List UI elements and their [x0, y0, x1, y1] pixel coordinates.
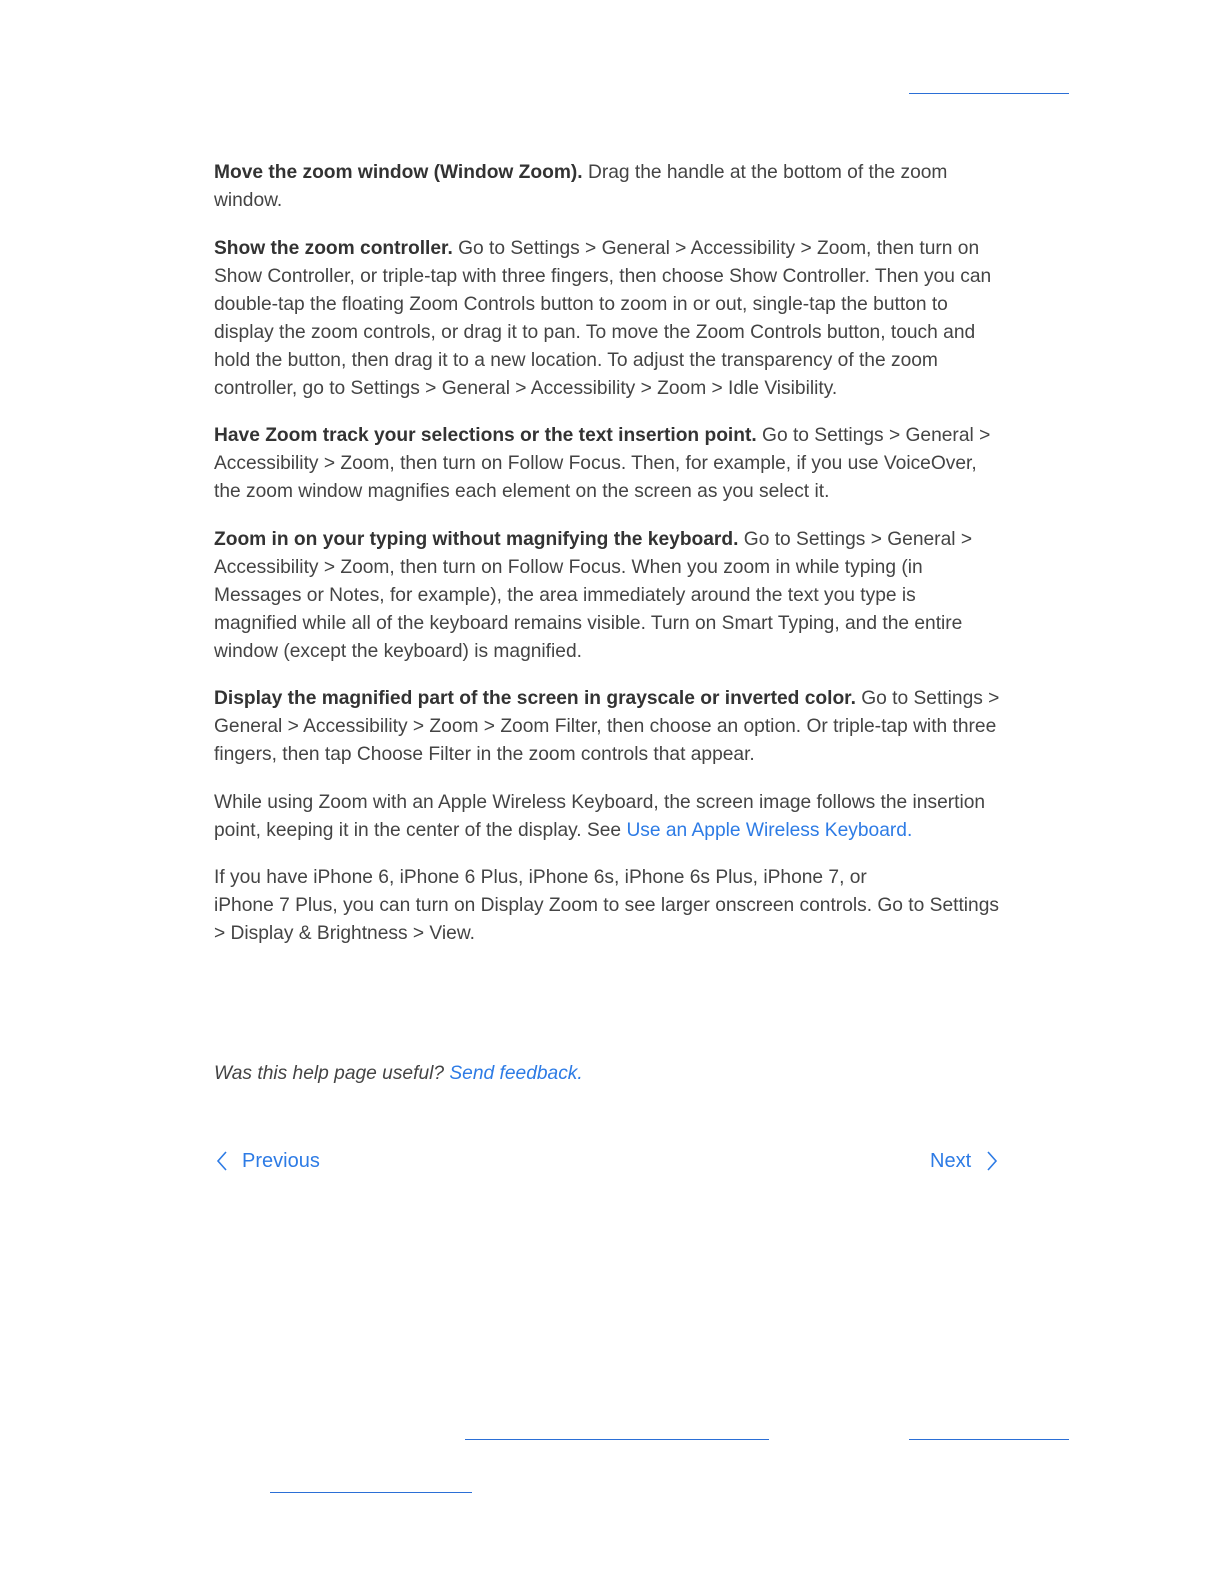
paragraph-wireless-keyboard — [214, 789, 1004, 845]
paragraph-move-zoom-window — [214, 159, 1004, 215]
feedback-question: Was this help page useful? — [214, 1063, 450, 1084]
previous-label: Previous — [242, 1150, 320, 1172]
paragraph-heading: Have Zoom track your selections or the text insertion point. — [214, 425, 757, 446]
paragraph-text-line1: If you have iPhone 6, iPhone 6 Plus, iPhone 6s, iPhone 6s Plus, iPhone 7, or — [214, 867, 867, 888]
bottom-center-rule — [465, 1439, 769, 1440]
next-button[interactable] — [930, 1146, 1001, 1176]
next-label: Next — [930, 1150, 972, 1172]
paragraph-show-zoom-controller — [214, 235, 1004, 403]
article-body — [214, 159, 1004, 968]
paragraph-grayscale-filter — [214, 685, 1004, 769]
paragraph-text: Go to Settings > General > Accessibility > Zoom, then turn on Follow Focus. When you zoom in while typing (in Messages or Notes, for example), the area immediately around the text you type is magnified while all of the keyboard remains visible. Turn on Smart Typing, and the entire window (except the keyboard) is magnified. — [214, 528, 973, 662]
paragraph-heading: Display the magnified part of the screen in grayscale or inverted color. — [214, 688, 856, 709]
paragraph-text: Go to Settings > General > Accessibility > Zoom > Zoom Filter, then choose an option. Or triple-tap with three fingers, then tap Choose Filter in the zoom controls that appear. — [214, 688, 1000, 765]
feedback-line — [214, 1060, 583, 1088]
paragraph-zoom-typing — [214, 526, 1004, 666]
paragraph-display-zoom — [214, 864, 1004, 948]
paragraph-track-selections — [214, 422, 1004, 506]
bottom-right-rule — [909, 1439, 1069, 1440]
paragraph-text: While using Zoom with an Apple Wireless Keyboard, the screen image follows the insertion point, keeping it in the center of the display. See — [214, 791, 986, 841]
paragraph-heading: Show the zoom controller. — [214, 237, 453, 259]
bottom-left-rule — [270, 1492, 472, 1493]
paragraph-text-line2: iPhone 7 Plus, you can turn on Display Zoom to see larger onscreen controls. Go to Settings > Display & Brightness > View. — [214, 895, 999, 944]
chevron-left-icon — [214, 1149, 232, 1173]
wireless-keyboard-link-period[interactable]: . — [906, 819, 913, 841]
previous-button[interactable] — [214, 1146, 320, 1176]
paragraph-text: Go to Settings > General > Accessibility > Zoom, then turn on Show Controller, or triple-tap with three fingers, then choose Show Controller. Then you can double-tap the floating Zoom Controls button to zoom in or out, single-tap the button to display the zoom controls, or drag it to pan. To move the Zoom Controls button, touch and hold the button, then drag it to a new location. To adjust the transparency of the zoom controller, go to Settings > General > Accessibility > Zoom > Idle Visibility. — [214, 237, 992, 399]
paragraph-heading: Zoom in on your typing without magnifying the keyboard. — [214, 528, 739, 550]
chevron-right-icon — [983, 1149, 1001, 1173]
paragraph-text: Drag the handle at the bottom of the zoom window. — [214, 162, 948, 211]
wireless-keyboard-link[interactable]: Use an Apple Wireless Keyboard — [626, 819, 907, 841]
paragraph-text: Go to Settings > General > Accessibility > Zoom, then turn on Follow Focus. Then, for example, if you use VoiceOver, the zoom window magnifies each element on the screen as you select it. — [214, 425, 991, 502]
paragraph-heading: Move the zoom window (Window Zoom). — [214, 162, 583, 183]
top-right-rule — [909, 93, 1069, 94]
send-feedback-link[interactable]: Send feedback. — [449, 1063, 583, 1084]
